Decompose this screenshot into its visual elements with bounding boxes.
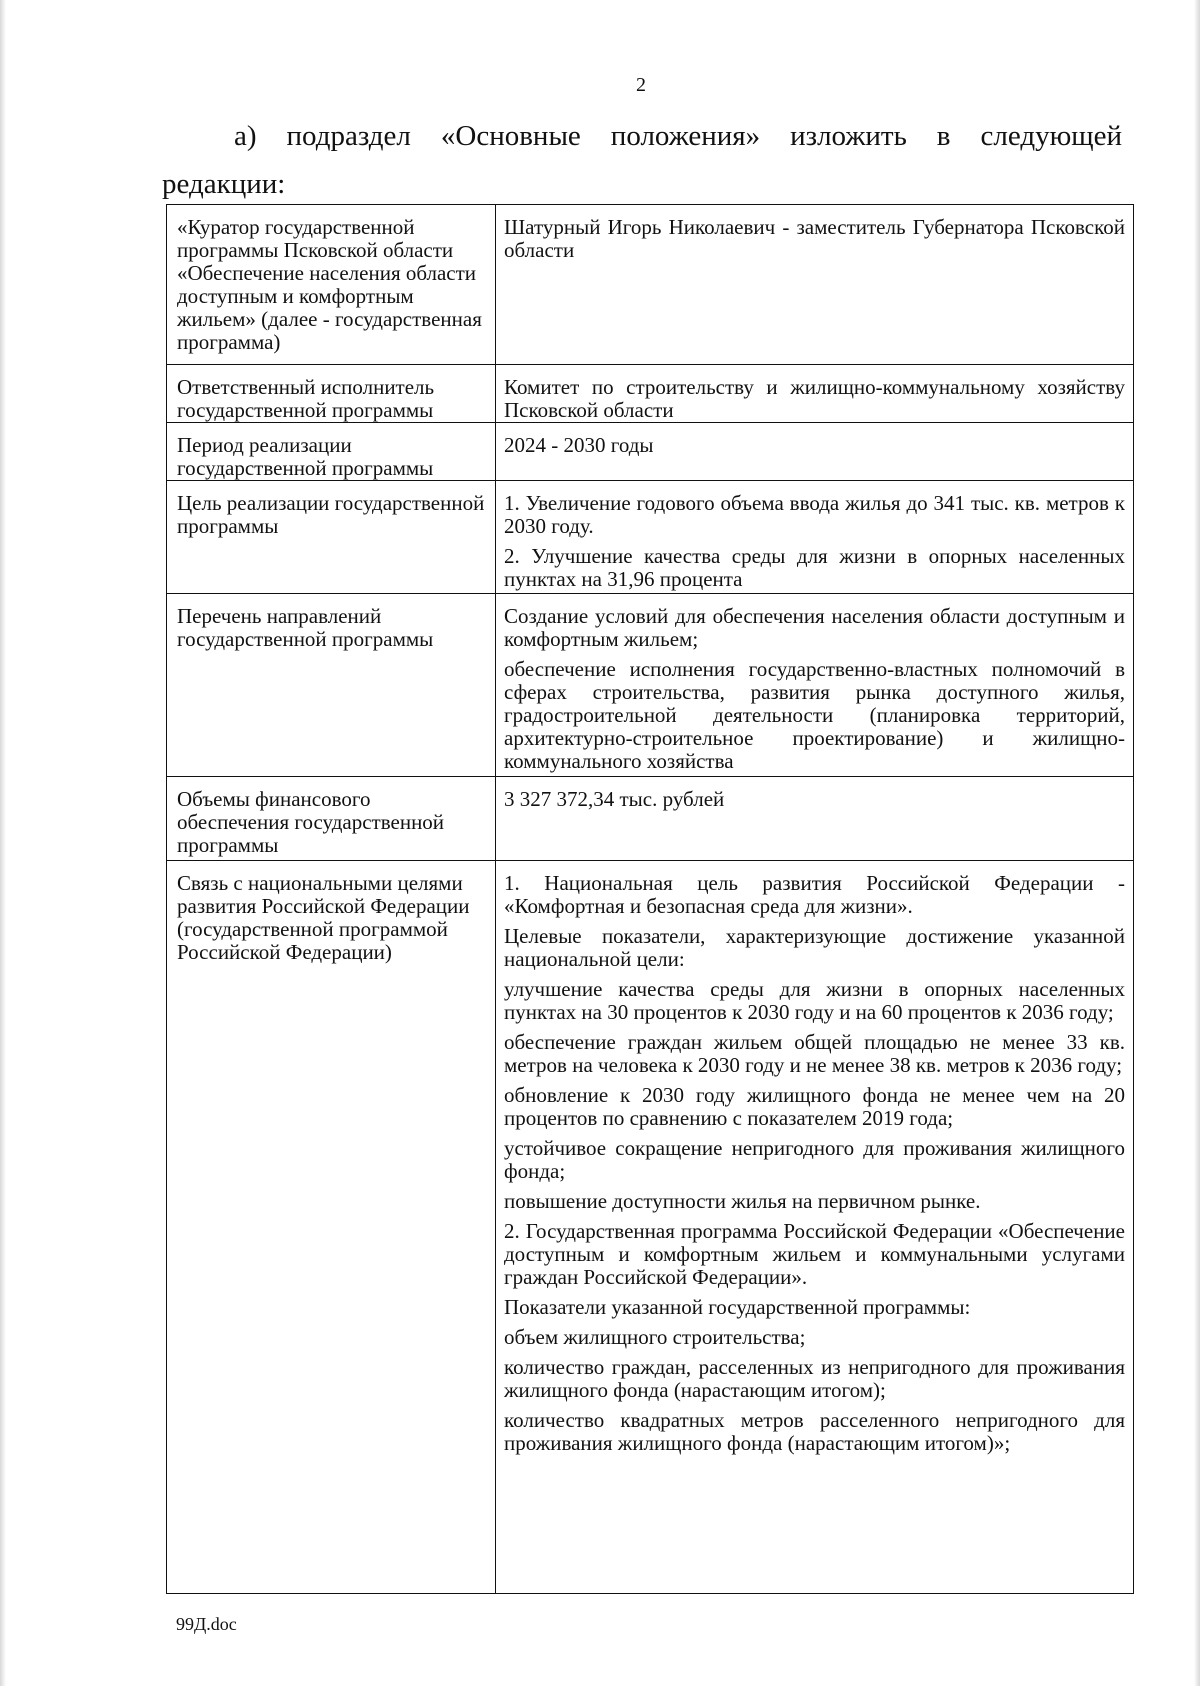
table-row — [167, 777, 1134, 861]
value-paragraph: 1. Национальная цель развития Российской Федерации - «Комфортная и безопасная среда для жизни». — [504, 871, 1125, 918]
row-label: Перечень направлений государственной программы — [167, 594, 496, 777]
table-row — [167, 481, 1134, 594]
value-paragraph: улучшение качества среды для жизни в опорных населенных пунктах на 30 процентов к 2030 году и на 60 процентов к 2036 году; — [504, 977, 1125, 1024]
value-paragraph: обеспечение исполнения государственно-властных полномочий в сферах строительства, развития рынка доступного жилья, градостроительной деятельности (планировка территорий, архитектурно-строительное проектирование) и жилищно-коммунального хозяйства — [504, 657, 1125, 773]
row-label: Ответственный исполнитель государственной программы — [167, 365, 496, 423]
value-paragraph: 3 327 372,34 тыс. рублей — [504, 787, 725, 811]
value-paragraph: устойчивое сокращение непригодного для проживания жилищного фонда; — [504, 1136, 1125, 1183]
value-paragraph: Показатели указанной государственной программы: — [504, 1295, 971, 1319]
row-value — [496, 861, 1134, 1594]
row-value — [496, 481, 1134, 594]
value-paragraph: объем жилищного строительства; — [504, 1325, 806, 1349]
intro-line-1: а) подраздел «Основные положения» изложить в следующей — [234, 120, 1122, 152]
intro-paragraph — [162, 112, 1122, 208]
table-row — [167, 861, 1134, 1594]
value-paragraph: 2. Улучшение качества среды для жизни в опорных населенных пунктах на 31,96 процента — [504, 544, 1125, 591]
table-row — [167, 365, 1134, 423]
value-paragraph: повышение доступности жилья на первичном рынке. — [504, 1189, 981, 1213]
scan-edge-right — [1194, 0, 1200, 1686]
scan-edge-left — [0, 0, 6, 1686]
row-value — [496, 423, 1134, 481]
value-paragraph: Создание условий для обеспечения населения области доступным и комфортным жильем; — [504, 604, 1125, 651]
row-label: Объемы финансового обеспечения государственной программы — [167, 777, 496, 861]
value-paragraph: Целевые показатели, характеризующие достижение указанной национальной цели: — [504, 924, 1125, 971]
table-row — [167, 423, 1134, 481]
table-row — [167, 594, 1134, 777]
value-paragraph: 2. Государственная программа Российской Федерации «Обеспечение доступным и комфортным жильем и коммунальными услугами граждан Российской Федерации». — [504, 1219, 1125, 1289]
value-paragraph: количество квадратных метров расселенного непригодного для проживания жилищного фонда (нарастающим итогом)»; — [504, 1408, 1125, 1455]
intro-line-2: редакции: — [162, 168, 286, 200]
table-row — [167, 205, 1134, 365]
value-paragraph: обновление к 2030 году жилищного фонда не менее чем на 20 процентов по сравнению с показателем 2019 года; — [504, 1083, 1125, 1130]
value-paragraph: 1. Увеличение годового объема ввода жилья до 341 тыс. кв. метров к 2030 году. — [504, 491, 1125, 538]
page-number: 2 — [636, 74, 646, 96]
value-paragraph: Комитет по строительству и жилищно-коммунальному хозяйству Псковской области — [504, 375, 1125, 422]
value-paragraph: количество граждан, расселенных из непригодного для проживания жилищного фонда (нарастающим итогом); — [504, 1355, 1125, 1402]
row-label: Цель реализации государственной программы — [167, 481, 496, 594]
document-filename: 99Д.doc — [176, 1614, 237, 1634]
row-value — [496, 365, 1134, 423]
value-paragraph: 2024 - 2030 годы — [504, 433, 654, 457]
row-label: «Куратор государственной программы Псковской области «Обеспечение населения области доступным и комфортным жильем» (далее - государственная программа) — [167, 205, 496, 365]
main-provisions-table — [166, 204, 1134, 1594]
row-value — [496, 594, 1134, 777]
row-value — [496, 777, 1134, 861]
row-value — [496, 205, 1134, 365]
row-label: Период реализации государственной программы — [167, 423, 496, 481]
value-paragraph: обеспечение граждан жильем общей площадью не менее 33 кв. метров на человека к 2030 году и не менее 38 кв. метров к 2036 году; — [504, 1030, 1125, 1077]
table-body — [167, 205, 1134, 1594]
value-paragraph: Шатурный Игорь Николаевич - заместитель Губернатора Псковской области — [504, 215, 1125, 262]
row-label: Связь с национальными целями развития Российской Федерации (государственной программой Российской Федерации) — [167, 861, 496, 1594]
